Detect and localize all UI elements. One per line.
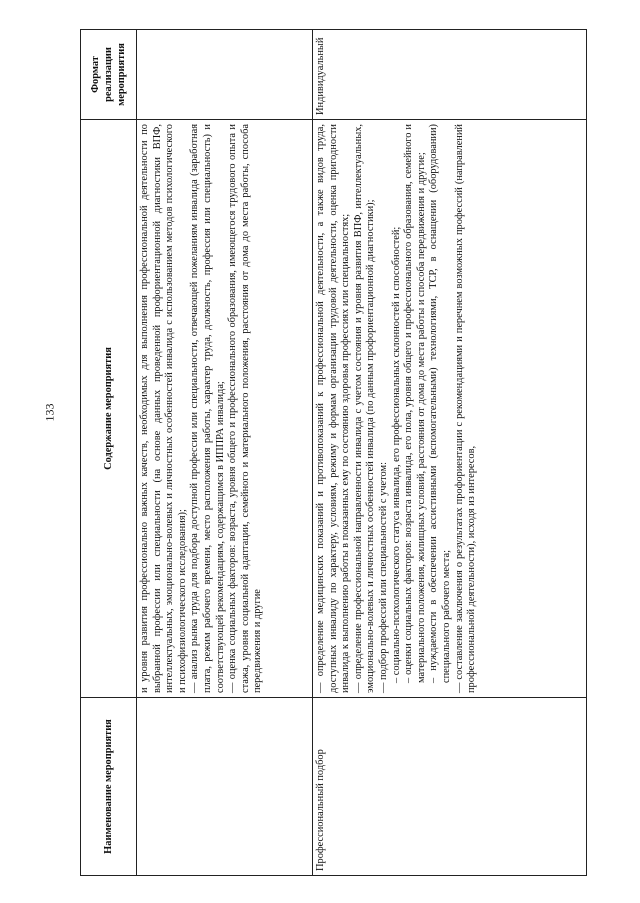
table-row: [313, 30, 587, 876]
table-row: [137, 30, 313, 876]
content-subitem: – нуждаемости в обеспечении ассистивными (вспомогательными) технологиями, ТСР, в оснащении (оборудовании) специального рабочего места;: [428, 124, 452, 683]
content-subitem: – социально-психологического статуса инвалида, его профессиональных склонностей и способностей;: [390, 226, 402, 683]
row-content-cell: [137, 120, 313, 698]
row-format-cell: Индивидуальный: [313, 30, 587, 120]
row-name-cell: [137, 698, 313, 876]
content-paragraph: — анализ рынка труда для подбора доступной профессии или специальности, отвечающей пожеланиям инвалида (заработная плата, режим рабочего времени, место расположения работы, характер труда, должность, профессия или специальность) и соответствующей рекомендациям, содержащимся в ИППРА инвалида;: [189, 124, 226, 693]
content-subitem: – оценки социальных факторов: возраста инвалида, его пола, уровня общего и профессионального образования, семейного и материального положения, жилищных условий, расстояния от дома до места работы и способа передвижения и другие;: [403, 124, 427, 683]
content-paragraph: — подбор профессий или специальностей с учетом:: [377, 462, 389, 693]
content-paragraph: — составление заключения о результатах профориентации с рекомендациями и перечнем возможных профессий (направлений профессиональной деятельности), исходя из интересов,: [453, 124, 478, 693]
rotated-table-wrapper: [80, 30, 586, 876]
content-paragraph: — определение медицинских показаний и противопоказаний к профессиональной деятельности, а также видов труда, доступных инвалиду по характеру, условиям, режиму и формам организации трудовой деятельности, оценка пригодности инвалида к выполнению работы в показанных ему по состоянию здоровья профессиях или специальностях;: [315, 124, 352, 693]
header-format: Формат реализации мероприятия: [81, 30, 137, 120]
content-paragraph: — оценка социальных факторов: возраста, уровня общего и профессионального образования, имеющегося трудового опыта и стажа, уровня социальной адаптации, семейного и материального положения, расстояния от дома до места работы, способа передвижения и другие: [227, 124, 264, 693]
header-content: Содержание мероприятия: [81, 120, 137, 698]
header-name: Наименование мероприятия: [81, 698, 137, 876]
row-content-cell: [313, 120, 587, 698]
row-format-cell: [137, 30, 313, 120]
table-header-row: [81, 30, 137, 876]
row-name-cell: Профессиональный подбор: [313, 698, 587, 876]
content-paragraph: и уровня развития профессионально важных качеств, необходимых для выполнения профессиональной деятельности по выбранной профессии или специальности (на основе данных проведенной профориентационной диагностики ВПФ, интеллектуальных, эмоционально-волевых и личностных особенностей инвалида с использованием методов психологического и психофизиологического исследования);: [139, 124, 188, 693]
activities-table: [80, 29, 587, 876]
page-number: 133: [42, 403, 57, 422]
content-paragraph: — определение профессиональной направленности инвалида с учетом состояния и уровня развития ВПФ, интеллектуальных, эмоционально-волевых и личностных особенностей инвалида (по данным профориентационной диагностики);: [352, 124, 377, 693]
